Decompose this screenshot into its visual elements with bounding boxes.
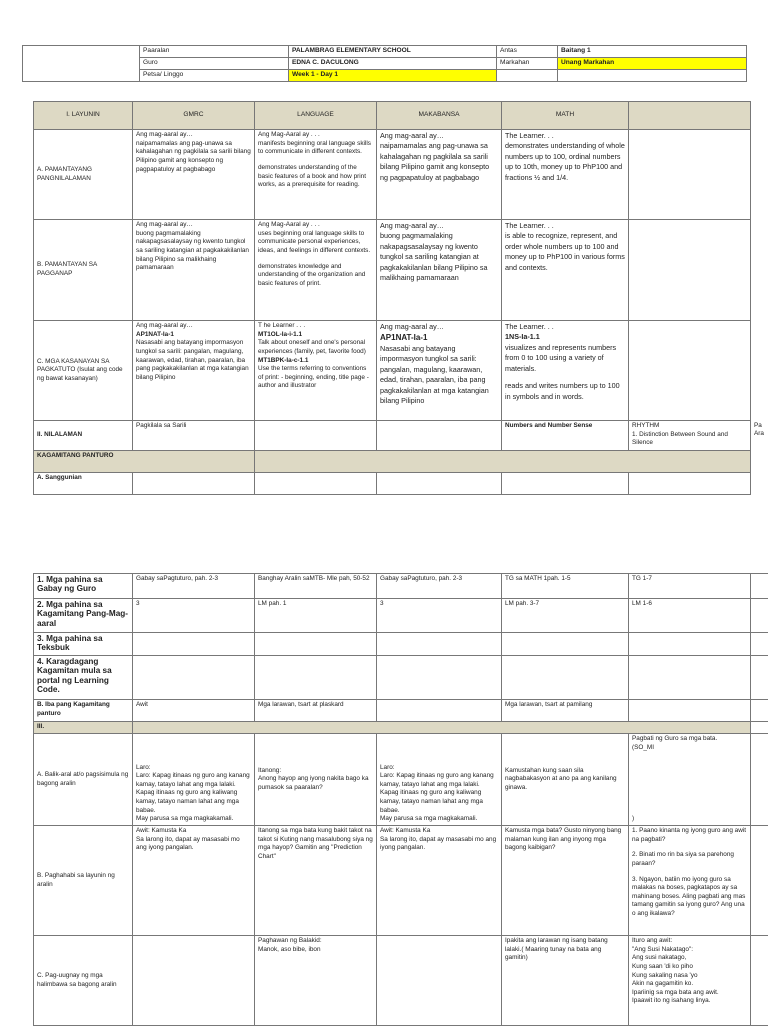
overflow-cell: [751, 826, 768, 936]
extra-content: [629, 421, 751, 451]
text-line: Laro: Kapag itinaas ng guro ang kanang kamay, tatayo lahat ang mga lalaki. Kapag itinaas ng guro ang kaliwang kamay, tatayo naman lahat ang mga babae.: [136, 772, 251, 815]
text-line: Awit: Kamusta Ka: [380, 827, 498, 836]
cell: [377, 633, 502, 656]
cell: [629, 936, 751, 1026]
text-line: The Learner. . .: [505, 322, 625, 332]
text-line: Ang Mag-Aaral ay . . .: [258, 221, 373, 230]
cell: [255, 826, 377, 936]
cell: [255, 936, 377, 1026]
text-line: 3. Ngayon, batiin mo iyong guro sa malakas na boses, pagkatapos ay sa mahinang boses. Aling pagbati ang mas tamang gamitin sa iyong guro? Ang una o ang ikalawa?: [632, 876, 747, 919]
text-line: Kung sakaling nasa 'yo: [632, 972, 747, 981]
row-label-balik-aral: A. Balik-aral at/o pagsisimula ng bagong aralin: [34, 734, 133, 826]
cell: [377, 826, 502, 936]
gmrc-cell: [133, 220, 255, 321]
date-value: Week 1 - Day 1: [289, 70, 497, 82]
text-line: 2. Binati mo rin ba siya sa parehong paraan?: [632, 851, 747, 868]
text-line: uses beginning oral language skills to communicate personal experiences, ideas, and feelings in different contexts.: [258, 230, 373, 256]
overflow-cell: [751, 936, 768, 1026]
text-line: Ang mag-aaral ay…: [380, 221, 498, 231]
row-label-pamantayan-sa-pagganap: B. PAMANTAYAN SA PAGGANAP: [34, 220, 133, 321]
text-line: Anong hayop ang iyong nakita bago ka pumasok sa paaralan?: [258, 775, 373, 792]
competency-code: MT1OL-Ia-i-1.1: [258, 331, 373, 340]
header-makabansa: MAKABANSA: [377, 102, 502, 130]
text-line: Nasasabi ang batayang impormasyon tungkol sa sarili: pangalan, magulang, kaarawan, edad, tirahan, paaralan, iba pang pagkakakilanlan at mga katangian bilang Pilipino: [136, 339, 251, 382]
text-line: Kung saan 'di ko piho: [632, 963, 747, 972]
cell: [255, 633, 377, 656]
text-line: Ang mag-aaral ay…: [136, 221, 251, 230]
makabansa-cell: [377, 321, 502, 421]
cell: [502, 936, 629, 1026]
row-label-bold: C. MGA KASANAYAN SA PAGKATUTO: [37, 358, 109, 374]
cell: [629, 656, 751, 700]
text-line: Awit: Kamusta Ka: [136, 827, 251, 836]
row-label-kagamitang-mag-aaral: 2. Mga pahina sa Kagamitang Pang-Mag-aaral: [34, 599, 133, 633]
cell: LM pah. 3-7: [502, 599, 629, 633]
cell: [629, 734, 751, 826]
cell: Awit: [133, 700, 255, 722]
empty-cell: [629, 473, 751, 495]
header-blank-cell: [23, 46, 140, 82]
empty-cell: [255, 421, 377, 451]
row-label-kasanayan: [34, 321, 133, 421]
overflow-cell: [751, 700, 768, 722]
text-line: May parusa sa mga magkakamali.: [136, 815, 251, 824]
text-line: Ipaawit ito ng isahang linya.: [632, 997, 747, 1006]
gmrc-cell: [133, 321, 255, 421]
row-label-gabay-guro: 1. Mga pahina sa Gabay ng Guro: [34, 574, 133, 599]
cell: [502, 734, 629, 826]
math-cell: [502, 321, 629, 421]
text-line: Akin na gagamitin ko.: [632, 980, 747, 989]
school-value: PALAMBRAG ELEMENTARY SCHOOL: [289, 46, 497, 58]
overflow-cell: [751, 220, 768, 321]
text-line: Use the terms referring to conventions of print: - beginning, ending, title page - author and illustrator: [258, 365, 373, 391]
text-line: Sa larong ito, dapat ay masasabi mo ang iyong pangalan.: [380, 836, 498, 853]
cell: [502, 826, 629, 936]
competency-code: AP1NAT-Ia-1: [136, 331, 251, 340]
competency-code: AP1NAT-Ia-1: [380, 332, 498, 344]
tan-fill: [255, 451, 751, 473]
text-line: May parusa sa mga magkakamali.: [380, 815, 498, 824]
grade-label: Antas: [497, 46, 558, 58]
overflow-cell: [751, 130, 768, 220]
text-line: Itanong:: [258, 767, 373, 776]
text-line: Ituro ang awit:: [632, 937, 747, 946]
text-line: Kamusta mga bata? Gusto ninyong bang malaman kung ilan ang inyong mga bagong kaibigan?: [505, 827, 625, 853]
cell: [629, 700, 751, 722]
empty-cell: [133, 473, 255, 495]
text-line: Pa: [754, 422, 768, 431]
cell: [133, 826, 255, 936]
empty-cell: [502, 473, 629, 495]
cell: 3: [133, 599, 255, 633]
cell: Gabay saPagtuturo, pah. 2-3: [133, 574, 255, 599]
competency-code: MT1BPK-Ia-c-1.1: [258, 357, 373, 366]
text-line: demonstrates knowledge and understanding of the organization and basic features of print.: [258, 263, 373, 289]
text-line: "Ang Susi Nakatago":: [632, 946, 747, 955]
text-line: The Learner. . .: [505, 221, 625, 231]
text-line: naipamamalas ang pag-unawa sa kahalagahan ng pagkilala sa sarili bilang Pilipino gamit ang konsepto ng pagpapatuloy at pagbabago: [380, 141, 498, 183]
text-line: The Learner. . .: [505, 131, 625, 141]
row-label-iii: III.: [34, 722, 133, 734]
text-line: Ang susi nakatago,: [632, 954, 747, 963]
cell: Gabay saPagtuturo, pah. 2-3: [377, 574, 502, 599]
header-info-table: [22, 45, 747, 82]
cell: [377, 936, 502, 1026]
overflow-cell: [751, 633, 768, 656]
cell: [377, 656, 502, 700]
text-line: visualizes and represents numbers from 0 to 100 using a variety of materials.: [505, 343, 625, 374]
text-line: Pagbati ng Guro sa mga bata.: [632, 735, 747, 744]
row-label-iba-pang-kagamitan: B. Iba pang Kagamitang panturo: [34, 700, 133, 722]
overflow-cell: [751, 656, 768, 700]
empty-cell: [629, 321, 751, 421]
text-line: Laro: Kapag itinaas ng guro ang kanang kamay, tatayo lahat ang mga lalaki. Kapag itinaas ng guro ang kaliwang kamay, tatayo naman lahat ang mga babae.: [380, 772, 498, 815]
text-line: Talk about oneself and one's personal experiences (family, pet, favorite food): [258, 339, 373, 356]
cell: [133, 633, 255, 656]
empty-cell: [629, 220, 751, 321]
empty-cell: [255, 473, 377, 495]
row-label-rest: (Isulat ang code ng bawat kasanayan): [37, 366, 123, 382]
header-language: LANGUAGE: [255, 102, 377, 130]
header-layunin: I. LAYUNIN: [34, 102, 133, 130]
cell: [502, 656, 629, 700]
text-line: ): [632, 815, 634, 824]
text-line: Itanong sa mga bata kung bakit takot na takot si Kuting nang masalubong siya ng mga hayop? Gamitin ang "Prediction Chart": [258, 827, 373, 862]
text-line: Ara: [754, 430, 768, 439]
overflow-cell: [751, 421, 768, 451]
cell: Mga larawan, tsart at pamilang: [502, 700, 629, 722]
text-line: Paghawan ng Balakid:: [258, 937, 373, 946]
text-line: demonstrates understanding of the basic features of a book and how print works, as a prerequisite for reading.: [258, 164, 373, 190]
cell: [133, 936, 255, 1026]
text-line: reads and writes numbers up to 100 in symbols and in words.: [505, 381, 625, 402]
overflow-cell: [751, 722, 768, 734]
row-label-sanggunian: A. Sanggunian: [34, 473, 133, 495]
text-line: Nasasabi ang batayang impormasyon tungkol sa sarili: pangalan, magulang, kaarawan, edad, tirahan, paaralan, iba pang pagkakakilanlan at mga katangian bilang Pilipino: [380, 344, 498, 407]
row-label-paghahabi: B. Paghahabi sa layunin ng aralin: [34, 826, 133, 936]
makabansa-cell: [377, 130, 502, 220]
objectives-table: [33, 101, 768, 495]
tan-fill: [133, 722, 751, 734]
quarter-value: Unang Markahan: [558, 58, 747, 70]
empty-cell: [629, 130, 751, 220]
text-line: Manok, aso bibe, ibon: [258, 946, 373, 955]
cell: [255, 734, 377, 826]
text-line: Laro:: [380, 764, 498, 773]
text-line: Ang mag-aaral ay…: [136, 322, 251, 331]
text-line: T he Learner . . .: [258, 322, 373, 331]
text-line: buong pagmamalaking nakapagsasalaysay ng kwento tungkol sa sariling katangian at pagkakakilanlan bilang Pilipino sa malikhaing pamamaraan: [380, 231, 498, 283]
row-label-pag-uugnay: C. Pag-uugnay ng mga halimbawa sa bagong aralin: [34, 936, 133, 1026]
empty-cell: [497, 70, 558, 82]
text-line: demonstrates understanding of whole numbers up to 100, ordinal numbers up to 10th, money up to PhP100 and fractions ½ and 1/4.: [505, 141, 625, 183]
language-cell: [255, 220, 377, 321]
cell: [377, 700, 502, 722]
text-line: Sa larong ito, dapat ay masasabi mo ang iyong pangalan.: [136, 836, 251, 853]
math-cell: [502, 130, 629, 220]
text-line: naipamamalas ang pag-unawa sa kahalagahan ng pagkilala sa sarili bilang Pilipino gamit ang konsepto ng pagpapatuloy at pagbabago: [136, 140, 251, 175]
date-label: Petsa/ Linggo: [140, 70, 289, 82]
gmrc-content: Pagkilala sa Sarili: [133, 421, 255, 451]
text-line: Ang mag-aaral ay…: [380, 131, 498, 141]
cell: [502, 633, 629, 656]
text-line: Ang Mag-Aaral ay . . .: [258, 131, 373, 140]
cell: [377, 734, 502, 826]
teacher-value: EDNA C. DACULONG: [289, 58, 497, 70]
school-label: Paaralan: [140, 46, 289, 58]
empty-cell: [377, 473, 502, 495]
cell: 3: [377, 599, 502, 633]
text-line: is able to recognize, represent, and order whole numbers up to 100 and money up to PhP100 in various forms and contexts.: [505, 231, 625, 273]
text-line: Ang mag-aaral ay…: [380, 322, 498, 332]
cell: [629, 826, 751, 936]
overflow-cell: [751, 734, 768, 826]
text-line: (SO_MI: [632, 744, 747, 753]
cell: [133, 656, 255, 700]
row-label-karagdagang-kagamitan: 4. Karagdagang Kagamitan mula sa portal ng Learning Code.: [34, 656, 133, 700]
text-line: RHYTHM: [632, 422, 747, 431]
overflow-cell: [751, 321, 768, 421]
procedure-table: [33, 573, 768, 1026]
overflow-cell: [751, 473, 768, 495]
text-line: Ipariinig sa mga bata ang awit.: [632, 989, 747, 998]
cell: LM 1-6: [629, 599, 751, 633]
header-gmrc: GMRC: [133, 102, 255, 130]
cell: Banghay Aralin saMTB- Mle pah, 50-52: [255, 574, 377, 599]
math-cell: [502, 220, 629, 321]
text-line: 1. Distinction Between Sound and Silence: [632, 431, 747, 448]
makabansa-cell: [377, 220, 502, 321]
cell: LM pah. 1: [255, 599, 377, 633]
row-label-teksbuk: 3. Mga pahina sa Teksbuk: [34, 633, 133, 656]
text-line: manifests beginning oral language skills to communicate in different contexts.: [258, 140, 373, 157]
teacher-label: Guro: [140, 58, 289, 70]
text-line: buong pagmamalaking nakapagsasalaysay ng kwento tungkol sa sariling katangian at pagkakakilanlan bilang Pilipino sa malikhaing pamamaraan: [136, 230, 251, 273]
gmrc-cell: [133, 130, 255, 220]
cell: Mga larawan, tsart at plaskard: [255, 700, 377, 722]
empty-cell: [377, 421, 502, 451]
cell: [629, 633, 751, 656]
text-line: Ipakita ang larawan ng isang batang lalaki.( Maaring tunay na bata ang gamitin): [505, 937, 625, 963]
header-math: MATH: [502, 102, 629, 130]
text-line: 1. Paano kinanta ng iyong guro ang awit na pagbati?: [632, 827, 747, 844]
overflow-cell: [751, 599, 768, 633]
header-empty: [629, 102, 751, 130]
overflow-cell: [751, 451, 768, 473]
grade-value: Baitang 1: [558, 46, 747, 58]
row-label-nilalaman: II. NILALAMAN: [34, 421, 133, 451]
text-line: Laro:: [136, 764, 251, 773]
math-content: Numbers and Number Sense: [502, 421, 629, 451]
quarter-label: Markahan: [497, 58, 558, 70]
competency-code: 1NS-Ia-1.1: [505, 332, 625, 342]
language-cell: [255, 130, 377, 220]
cell: [133, 734, 255, 826]
empty-cell: [558, 70, 747, 82]
cell: [255, 656, 377, 700]
overflow-cell: [751, 102, 768, 130]
cell: TG sa MATH 1pah. 1-5: [502, 574, 629, 599]
overflow-cell: [751, 574, 768, 599]
row-label-kagamitang-panturo: KAGAMITANG PANTURO: [34, 451, 255, 473]
language-cell: [255, 321, 377, 421]
text-line: Kamustahan kung saan sila nagbabakasyon at ano pa ang kanilang ginawa.: [505, 767, 625, 793]
text-line: Ang mag-aaral ay…: [136, 131, 251, 140]
row-label-pamantayang-pangnilalaman: A. PAMANTAYANG PANGNILALAMAN: [34, 130, 133, 220]
cell: TG 1-7: [629, 574, 751, 599]
